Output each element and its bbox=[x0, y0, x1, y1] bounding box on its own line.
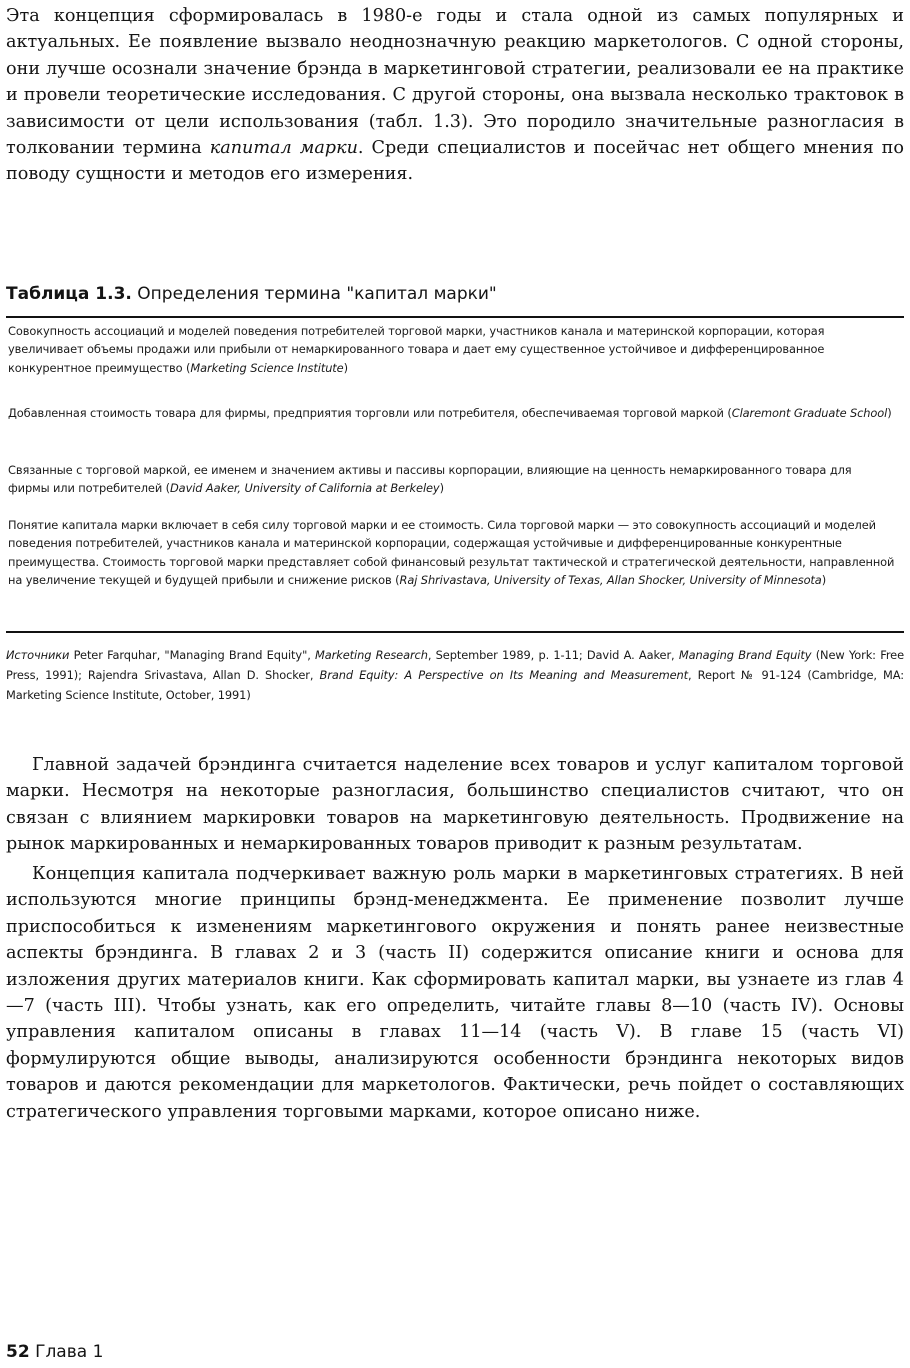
source-text: , Report № 91-124 (Cambridge, MA: Marketing Science Institute, October, 1991) bbox=[6, 668, 904, 702]
source-title: Managing Brand Equity bbox=[678, 648, 812, 662]
paragraph-main-task bbox=[6, 752, 904, 858]
source-text: (New York: Free Press, 1991); Rajendra Srivastava, Allan D. Shocker, bbox=[6, 648, 904, 682]
paragraph-concept bbox=[6, 861, 904, 1125]
table-row: Добавленная стоимость товара для фирмы, предприятия торговли или потребителя, обеспечиваемая торговой маркой (Claremont Graduate School) bbox=[8, 406, 892, 420]
sources-label: Источники bbox=[6, 648, 70, 662]
paragraph-intro-rest: . Среди специалистов и посейчас нет общего мнения по поводу сущности и методов его измерения. bbox=[6, 138, 904, 185]
table-row: Связанные с торговой маркой, ее именем и значением активы и пассивы корпорации, влияющие на ценность немаркированного товара для фирмы или потребителей (David Aaker, University of California at Berkeley) bbox=[8, 463, 852, 496]
source-text: Peter Farquhar, "Managing Brand Equity", bbox=[73, 648, 311, 662]
page-footer bbox=[6, 1341, 103, 1363]
definition-source: Claremont Graduate School bbox=[731, 406, 888, 420]
table-top-rule bbox=[6, 316, 904, 318]
source-title: Marketing Research bbox=[315, 648, 428, 662]
paragraph-concept-text: Концепция капитала подчеркивает важную роль марки в маркетинговых стратегиях. В ней используются многие принципы брэнд-менеджмента. Ее применение позволит лучше приспособиться к изменениям маркетингового окружения и понять ранее неизвестные аспекты брэндинга. В главах 2 и 3 (часть II) содержится описание книги и основа для изложения других материалов книги. Как сформировать капитал марки, вы узнаете из глав 4—7 (часть III). Чтобы узнать, как его определить, читайте главы 8—10 (часть IV). Основы управления капиталом описаны в главах 11—14 (часть V). В главе 15 (часть VI) формулируются общие выводы, анализируются особенности брэндинга некоторых видов товаров и даются рекомендации для маркетологов. Фактически, речь пойдет о составляющих стратегического управления торговыми марками, которое описано ниже. bbox=[6, 864, 904, 1122]
table-title: Определения термина "капитал марки" bbox=[137, 284, 497, 304]
definition-text: Связанные с торговой маркой, ее именем и значением активы и пассивы корпорации, влияющие на ценность немаркированного товара для фирмы или потребителей bbox=[8, 463, 852, 496]
table-sources bbox=[6, 645, 904, 705]
definition-source: David Aaker, University of California at Berkeley bbox=[170, 481, 440, 496]
source-text: , September 1989, p. 1-11; David A. Aaker, bbox=[427, 648, 675, 662]
definition-source: Marketing Science Institute bbox=[190, 360, 344, 375]
chapter-label: Глава 1 bbox=[35, 1342, 104, 1362]
definition-text: Добавленная стоимость товара для фирмы, предприятия торговли или потребителя, обеспечиваемая торговой маркой bbox=[8, 406, 724, 420]
table-label: Таблица 1.3. bbox=[6, 284, 132, 304]
definition-text: Совокупность ассоциаций и моделей поведения потребителей торговой марки, участников канала и материнской корпорации, которая увеличивает объемы продажи или прибыли от немаркированного товара и дает ему существенное устойчивое и дифференцированное конкурентное преимущество bbox=[8, 324, 825, 375]
paragraph-intro-text: Эта концепция сформировалась в 1980-е годы и стала одной из самых популярных и актуальных. Ее появление вызвало неоднозначную реакцию маркетологов. С одной стороны, они лучше осознали значение брэнда в маркетинговой стратегии, реализовали ее на практике и провели теоретические исследования. С другой стороны, она вызвала несколько трактовок в зависимости от цели использования (табл. 1.3). Это породило значительные разногласия в толковании термина bbox=[6, 6, 904, 159]
table-bottom-rule bbox=[6, 631, 904, 633]
paragraph-intro bbox=[6, 3, 904, 188]
source-title: Brand Equity: A Perspective on Its Meaning and Measurement bbox=[319, 668, 689, 682]
definition-source: Raj Shrivastava, University of Texas, Allan Shocker, University of Minnesota bbox=[399, 572, 822, 587]
table-caption bbox=[6, 283, 497, 305]
definition-text: Понятие капитала марки включает в себя силу торговой марки и ее стоимость. Сила торговой марки — это совокупность ассоциаций и моделей поведения потребителей, участников канала и материнской корпорации, содержащая устойчивые и дифференцированные конкурентные преимущества. Стоимость торговой марки представляет собой финансовый результат тактической и стратегической деятельности, направленной на увеличение текущей и будущей прибыли и снижение рисков bbox=[8, 518, 895, 587]
page-number: 52 bbox=[6, 1342, 30, 1362]
paragraph-main-task-text: Главной задачей брэндинга считается наделение всех товаров и услуг капиталом торговой марки. Несмотря на некоторые разногласия, большинство специалистов считают, что он связан с влиянием маркировки товаров на маркетинговую деятельность. Продвижение на рынок маркированных и немаркированных товаров приводит к разным результатам. bbox=[6, 755, 904, 855]
term-brand-equity: капитал марки bbox=[209, 138, 358, 159]
table-row: Совокупность ассоциаций и моделей поведения потребителей торговой марки, участников канала и материнской корпорации, которая увеличивает объемы продажи или прибыли от немаркированного товара и дает ему существенное устойчивое и дифференцированное конкурентное преимущество (Marketing Science Institute) bbox=[8, 324, 825, 375]
table-row: Понятие капитала марки включает в себя силу торговой марки и ее стоимость. Сила торговой марки — это совокупность ассоциаций и моделей поведения потребителей, участников канала и материнской корпорации, содержащая устойчивые и дифференцированные конкурентные преимущества. Стоимость торговой марки представляет собой финансовый результат тактической и стратегической деятельности, направленной на увеличение текущей и будущей прибыли и снижение рисков (Raj Shrivastava, University of Texas, Allan Shocker, University of Minnesota) bbox=[8, 518, 895, 587]
